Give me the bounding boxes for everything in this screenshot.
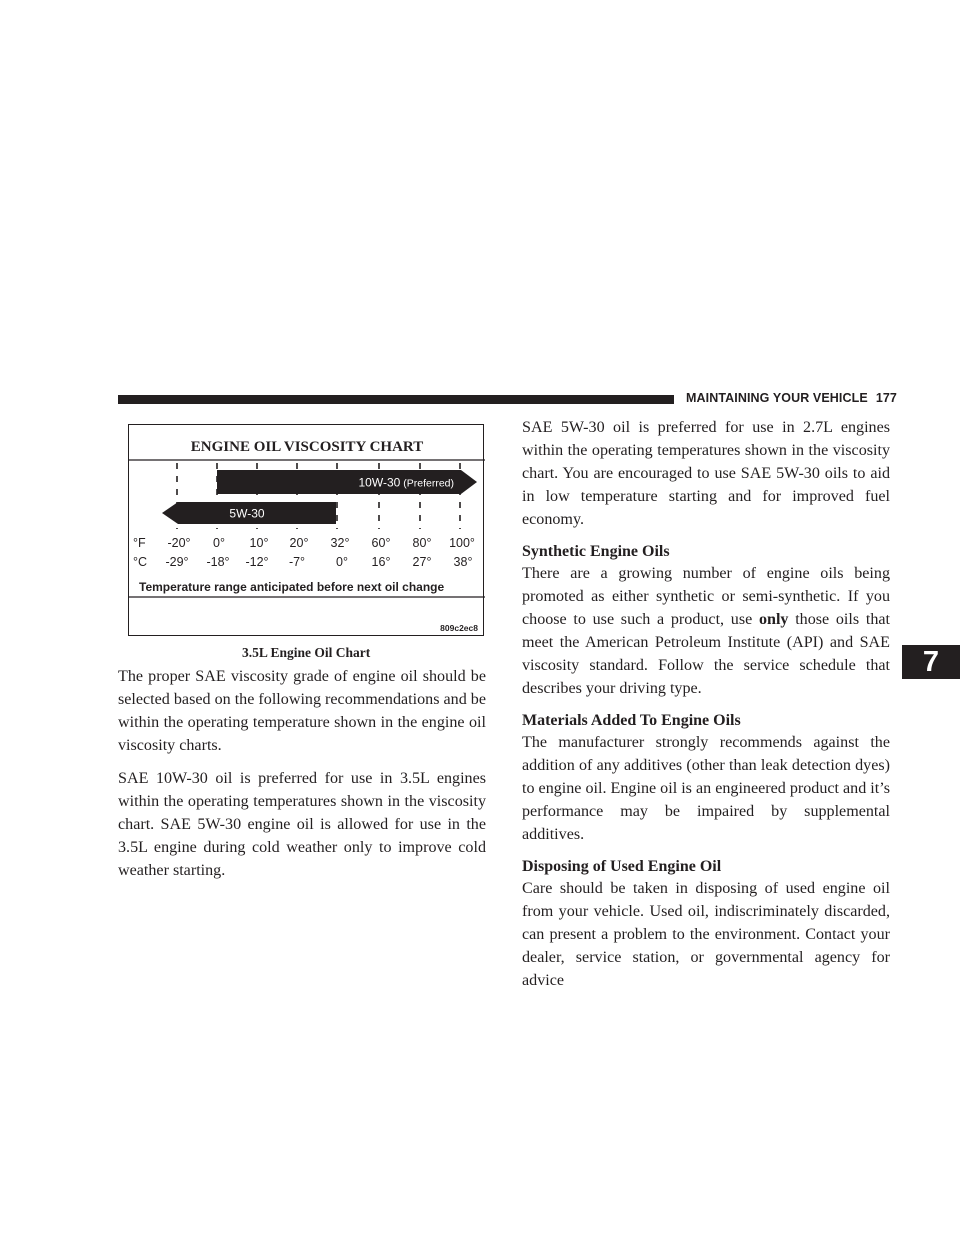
viscosity-grade: 5W-30 [229,506,265,521]
right-column [522,416,890,1002]
celsius-tick-label: 16° [371,555,391,569]
viscosity-chart-svg [129,425,485,637]
celsius-tick-label: 27° [412,555,432,569]
fahrenheit-tick-label: 0° [213,536,225,550]
disposing-paragraph: Care should be taken in disposing of used engine oil from your vehicle. Used oil, indiscriminately discarded, can present a problem to the environment. Contact your dealer, service station, or governmental agency for advice [522,880,890,989]
fahrenheit-tick-label: 80° [412,536,432,550]
synthetic-text-end: those oils that meet the American Petroleum Institute (API) and SAE viscosity standard. Follow the service schedule that describes your driving type. [522,611,890,697]
viscosity-grade: 10W-30 [358,475,401,490]
figure-code: 809c2ec8 [440,623,478,633]
running-header [686,391,897,405]
synthetic-oils-heading: Synthetic Engine Oils [522,543,670,560]
celsius-tick-label: 38° [453,555,473,569]
celsius-tick-label: -12° [245,555,269,569]
fahrenheit-tick-label: -20° [167,536,191,550]
celsius-tick-label: -18° [206,555,230,569]
synthetic-oils-paragraph [522,562,890,700]
materials-heading: Materials Added To Engine Oils [522,712,741,729]
viscosity-bar-label [229,507,264,521]
temperature-range-caption: Temperature range anticipated before next oil change [139,580,445,594]
fahrenheit-tick-label: 100° [449,536,475,550]
celsius-tick-label: -29° [165,555,189,569]
viscosity-note: (Preferred) [400,477,454,490]
left-column [118,665,486,892]
viscosity-bar-label [359,476,455,490]
section-title: MAINTAINING YOUR VEHICLE [686,391,868,405]
synthetic-text-start: There are a growing number of engine oils being promoted as either synthetic or semi-synthetic. If you choose to use such a product, use [522,565,890,628]
intro-paragraph: The proper SAE viscosity grade of engine oil should be selected based on the following recommendations and be within the operating temperature shown in the engine oil viscosity charts. [118,668,486,754]
celsius-tick-label: 0° [336,555,348,569]
disposing-heading: Disposing of Used Engine Oil [522,858,722,875]
fahrenheit-tick-label: 10° [249,536,269,550]
viscosity-chart [128,424,484,636]
celsius-tick-label: -7° [288,555,306,569]
fahrenheit-tick-label: 20° [289,536,309,550]
five-w-thirty-paragraph: SAE 5W-30 oil is preferred for use in 2.7L engines within the operating temperatures shown in the viscosity chart. You are encouraged to use SAE 5W-30 oils to aid in low temperature starting and for improved fuel economy. [522,419,890,528]
chart-title: ENGINE OIL VISCOSITY CHART [190,439,424,455]
figure-caption: 3.5L Engine Oil Chart [242,645,371,660]
header-rule [118,395,674,404]
chapter-tab: 7 [902,645,960,679]
fahrenheit-tick-label: 60° [371,536,391,550]
page-number: 177 [875,391,897,405]
synthetic-text-emphasis: only [758,611,789,628]
celsius-unit-label: °C [133,555,148,569]
fahrenheit-tick-label: 32° [330,536,350,550]
materials-paragraph: The manufacturer strongly recommends against the addition of any additives (other than leak detection dyes) to engine oil. Engine oil is an engineered product and it’s performance may be impaired by supplemental additives. [522,734,890,843]
recommendation-paragraph: SAE 10W-30 oil is preferred for use in 3.5L engines within the operating temperatures shown in the viscosity chart. SAE 5W-30 engine oil is allowed for use in the 3.5L engine during cold weather only to improve cold weather starting. [118,770,486,879]
fahrenheit-unit-label: °F [133,536,146,550]
